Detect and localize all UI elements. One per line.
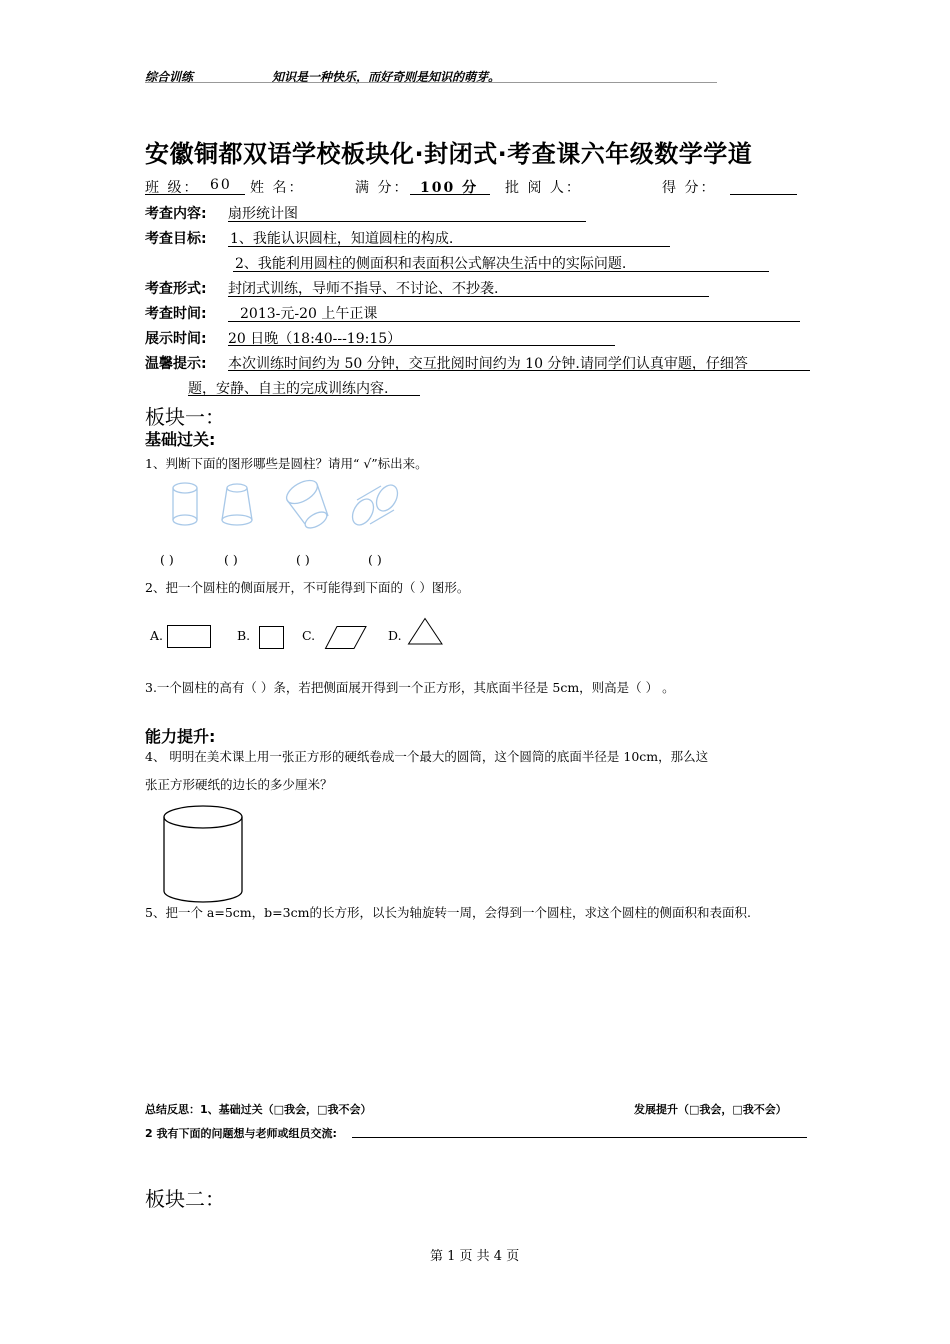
header-rule [145, 82, 717, 83]
info-underline-3 [730, 194, 797, 195]
question-4-line-2: 张正方形硬纸的边长的多少厘米？ [145, 777, 333, 792]
summary-develop: 发展提升（□我会，□我不会） [634, 1103, 787, 1116]
content-value: 扇形统计图 [228, 206, 298, 222]
time-underline [228, 321, 800, 322]
show-value: 20 日晚（18:40---19:15） [228, 331, 402, 347]
parallelogram-shape [325, 626, 367, 650]
q1-blank-3[interactable]: ( ) [296, 552, 310, 567]
reviewer-label: 批 阅 人： [505, 180, 582, 196]
summary-question: 2 我有下面的问题想与老师或组员交流: [145, 1127, 337, 1140]
q2-option-c: C. [302, 628, 316, 643]
score-label: 得 分： [662, 180, 717, 196]
q2-option-a: A. [150, 628, 164, 643]
question-2: 2、把一个圆柱的侧面展开，不可能得到下面的（ ）图形。 [145, 580, 470, 595]
section-1-title: 板块一： [145, 405, 225, 429]
info-underline-1 [145, 194, 245, 195]
section-2-title: 板块二： [145, 1187, 225, 1211]
cylinder-figure [163, 805, 245, 905]
tip-line-2: 题，安静、自主的完成训练内容. [188, 381, 389, 397]
summary-question-line[interactable] [352, 1137, 807, 1138]
form-underline [228, 296, 709, 297]
summary-reflect: 总结反思：1、基础过关（□我会，□我不会） [145, 1103, 372, 1116]
tip-underline-1 [228, 370, 810, 371]
question-5: 5、把一个 a=5cm，b=3cm的长方形，以长为轴旋转一周，会得到一个圆柱，求这个圆柱的侧面积和表面积. [145, 905, 751, 920]
info-underline-2 [410, 194, 490, 195]
q1-blank-2[interactable]: ( ) [224, 552, 238, 567]
goal-1-underline [228, 246, 670, 247]
form-value: 封闭式训练，导师不指导、不讨论、不抄袭. [228, 281, 499, 297]
q1-blank-4[interactable]: ( ) [368, 552, 382, 567]
header-motto: 知识是一种快乐，而好奇则是知识的萌芽。 [272, 70, 501, 84]
question-1: 1、判断下面的图形哪些是圆柱？请用“ √”标出来。 [145, 456, 428, 471]
goal-2-underline [233, 271, 769, 272]
tip-line-1: 本次训练时间约为 50 分钟，交互批阅时间约为 10 分钟.请同学们认真审题，仔细答 [228, 356, 748, 372]
goal-label: 考查目标: [145, 231, 207, 247]
header-left: 综合训练 [145, 70, 194, 84]
page-title: 安徽铜都双语学校板块化·封闭式·考查课六年级数学学道 [145, 140, 753, 168]
page-number: 第 1 页 共 4 页 [430, 1249, 520, 1264]
tip-label: 温馨提示: [145, 356, 207, 372]
goal-2: 2、我能利用圆柱的侧面积和表面积公式解决生活中的实际问题. [235, 256, 627, 272]
show-underline [228, 345, 615, 346]
tip-underline-2 [188, 395, 420, 396]
show-label: 展示时间: [145, 331, 207, 347]
goal-1: 1、我能认识圆柱，知道圆柱的构成. [230, 231, 454, 247]
time-value: 2013-元-20 上午正课 [240, 306, 378, 322]
class-value: 60 [210, 177, 232, 193]
name-label: 姓 名： [250, 180, 305, 196]
q1-blank-1[interactable]: ( ) [160, 552, 174, 567]
cylinder-figures [165, 478, 405, 538]
time-label: 考查时间: [145, 306, 207, 322]
score-total-label: 满 分： [355, 180, 410, 196]
basic-title: 基础过关: [145, 430, 216, 449]
rectangle-shape [167, 625, 211, 649]
square-shape [259, 626, 285, 650]
q2-option-b: B. [237, 628, 251, 643]
content-underline [228, 221, 586, 222]
triangle-shape [408, 618, 444, 646]
question-3: 3.一个圆柱的高有（ ）条，若把侧面展开得到一个正方形，其底面半径是 5cm，则高是（ ） 。 [145, 680, 675, 695]
ability-title: 能力提升: [145, 727, 216, 746]
score-total-value: 100 分 [420, 180, 479, 196]
question-4-line-1: 4、 明明在美术课上用一张正方形的硬纸卷成一个最大的圆筒，这个圆筒的底面半径是 10cm，那么这 [145, 749, 709, 764]
form-label: 考查形式: [145, 281, 207, 297]
class-label: 班 级： [145, 180, 200, 196]
content-label: 考查内容: [145, 206, 207, 222]
q2-option-d: D. [388, 628, 402, 643]
